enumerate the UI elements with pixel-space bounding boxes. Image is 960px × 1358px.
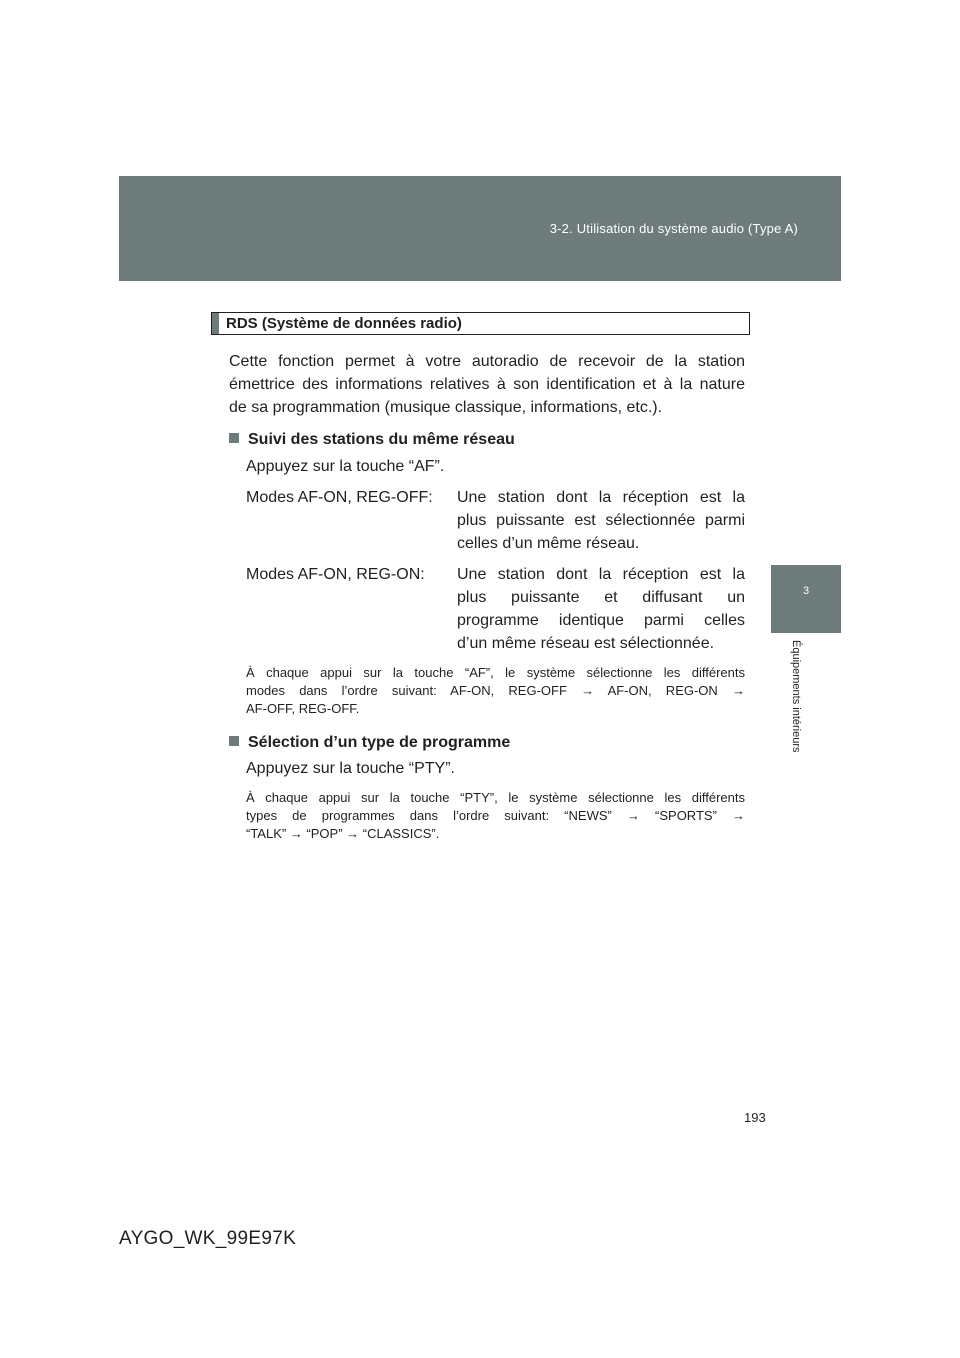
af-instruction: Appuyez sur la touche “AF”. bbox=[246, 458, 445, 475]
intro-line-1: Cette fonction permet à votre autoradio de recevoir de la station bbox=[229, 353, 745, 370]
af-note-line-2: modes dans l’ordre suivant: AF-ON, REG-OFF → AF-ON, REG-ON → bbox=[246, 683, 745, 698]
document-code: AYGO_WK_99E97K bbox=[119, 1228, 297, 1249]
mode-2-line-3: programme identique parmi celles bbox=[457, 612, 745, 629]
mode-1-line-2: plus puissante est sélectionnée parmi bbox=[457, 512, 745, 529]
mode-description-1 bbox=[457, 486, 745, 555]
mode-description-2 bbox=[457, 563, 745, 655]
mode-label-2: Modes AF-ON, REG-ON: bbox=[246, 566, 425, 583]
intro-line-3: de sa programmation (musique classique, informations, etc.). bbox=[229, 399, 663, 416]
square-bullet-icon bbox=[229, 736, 239, 746]
header-section-title: 3-2. Utilisation du système audio (Type A) bbox=[549, 221, 798, 236]
chapter-label: Équipements intérieurs bbox=[790, 640, 802, 753]
chapter-tab bbox=[771, 565, 841, 633]
af-heading-text: Suivi des stations du même réseau bbox=[248, 431, 515, 448]
intro-line-2: émettrice des informations relatives à son identification et à la nature bbox=[229, 376, 745, 393]
mode-1-line-3: celles d’un même réseau. bbox=[457, 535, 640, 552]
section-title-box bbox=[211, 312, 750, 335]
pty-note-line-2: types de programmes dans l’ordre suivant: “NEWS” → “SPORTS” → bbox=[246, 808, 745, 823]
header-band bbox=[119, 176, 841, 281]
pty-note-line-3: “TALK” → “POP” → “CLASSICS”. bbox=[246, 826, 440, 841]
af-note-line-3: AF-OFF, REG-OFF. bbox=[246, 701, 360, 716]
page-number: 193 bbox=[744, 1110, 766, 1125]
chapter-label-container bbox=[771, 640, 821, 850]
pty-heading-text: Sélection d’un type de programme bbox=[248, 734, 511, 751]
af-note bbox=[246, 664, 745, 718]
square-bullet-icon bbox=[229, 433, 239, 443]
af-note-line-1: À chaque appui sur la touche “AF”, le système sélectionne les différents bbox=[246, 665, 745, 680]
mode-2-line-1: Une station dont la réception est la bbox=[457, 566, 745, 583]
af-heading bbox=[229, 428, 515, 451]
pty-instruction: Appuyez sur la touche “PTY”. bbox=[246, 760, 455, 777]
section-title: RDS (Système de données radio) bbox=[226, 315, 462, 332]
pty-note-line-1: À chaque appui sur la touche “PTY”, le système sélectionne les différents bbox=[246, 790, 745, 805]
mode-2-line-4: d’un même réseau est sélectionnée. bbox=[457, 635, 715, 652]
mode-1-line-1: Une station dont la réception est la bbox=[457, 489, 745, 506]
pty-note bbox=[246, 789, 745, 843]
pty-heading bbox=[229, 731, 510, 754]
intro-paragraph bbox=[229, 350, 745, 419]
section-title-bar bbox=[212, 313, 219, 334]
chapter-number: 3 bbox=[802, 585, 810, 597]
mode-2-line-2: plus puissante et diffusant un bbox=[457, 589, 745, 606]
mode-label-1: Modes AF-ON, REG-OFF: bbox=[246, 489, 433, 506]
